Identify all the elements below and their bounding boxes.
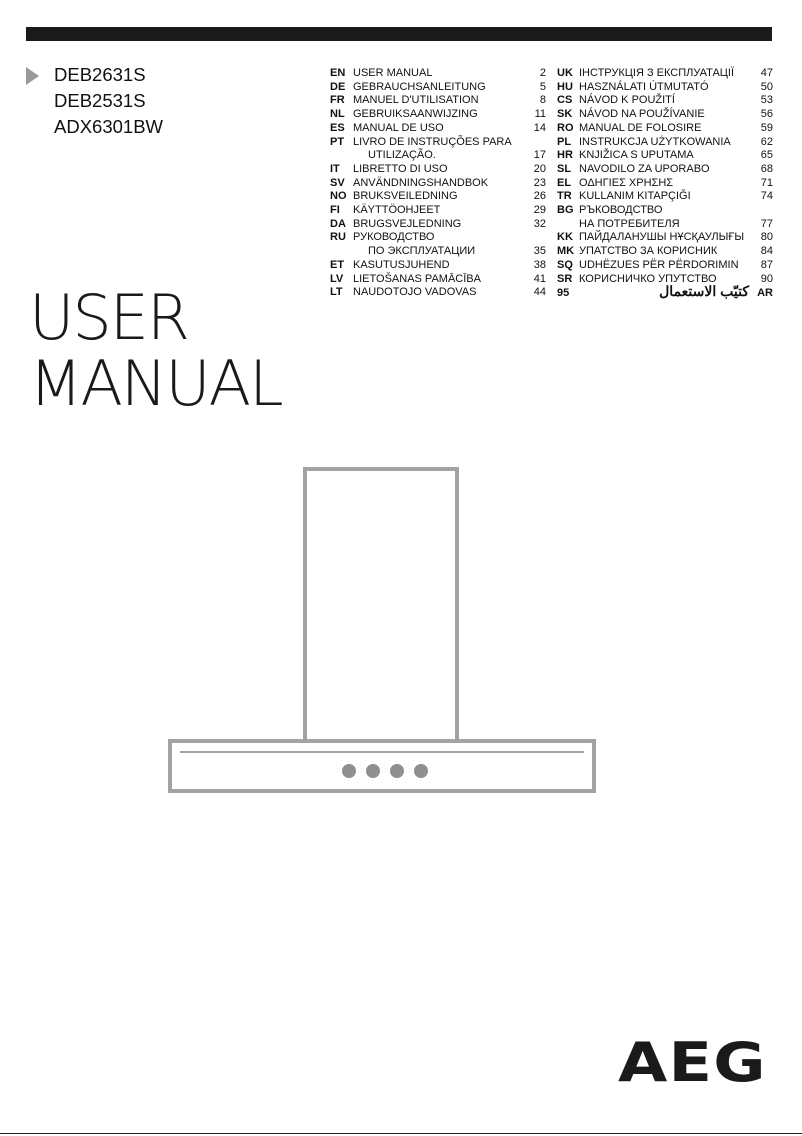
page-number: 50: [760, 80, 773, 93]
page-number: 29: [533, 204, 546, 216]
language-code: HR: [557, 149, 573, 162]
language-code: MK: [557, 245, 575, 258]
manual-title: РЪКОВОДСТВО: [579, 204, 663, 216]
page-number: 87: [760, 258, 773, 271]
manual-title: КОРИСНИЧКО УПУТСТВО: [579, 272, 717, 285]
manual-title: GEBRUIKSAANWIJZING: [353, 108, 478, 121]
page-number: 11: [534, 108, 546, 121]
language-code: CS: [557, 94, 573, 107]
manual-title: UTILIZAÇÃO.: [368, 149, 436, 162]
language-code: AR: [757, 287, 773, 300]
language-code: PT: [330, 135, 345, 148]
manual-title: INSTRUKCJA UŻYTKOWANIA: [579, 135, 731, 148]
page-number: 5: [539, 80, 546, 93]
manual-title: KÄYTTÖOHJEET: [353, 204, 441, 216]
model-name: DEB2531S: [54, 90, 146, 111]
model-name: DEB2631S: [54, 64, 146, 85]
toc-row: [557, 162, 773, 176]
language-code: EL: [557, 176, 572, 189]
language-code: UK: [557, 67, 573, 79]
toc-row: [557, 93, 773, 107]
page-number: 35: [533, 245, 546, 258]
toc-row: [330, 244, 546, 258]
toc-row: [557, 66, 773, 80]
page-number: 62: [760, 135, 773, 148]
toc-row: [557, 189, 773, 203]
language-code: FR: [330, 94, 345, 107]
toc-row: [330, 148, 546, 162]
toc-row: [557, 203, 773, 217]
hood-canopy: [168, 739, 596, 793]
page-number: 95: [557, 287, 570, 300]
page-number: 59: [760, 121, 773, 134]
language-code: FI: [330, 204, 340, 216]
language-code: SL: [557, 162, 572, 175]
manual-title: ПАЙДАЛАНУШЫ НҰСҚАУЛЫҒЫ: [579, 231, 745, 244]
language-code: EN: [330, 67, 346, 79]
language-code: DE: [330, 80, 346, 93]
manual-title: GEBRAUCHSANLEITUNG: [353, 80, 486, 93]
manual-title: NÁVOD K POUŽITÍ: [579, 94, 675, 107]
page-number: 26: [533, 190, 546, 203]
manual-title: РУКОВОДСТВО: [353, 231, 435, 244]
toc-row: [330, 162, 546, 176]
page-number: 77: [760, 217, 773, 230]
page-number: 23: [533, 176, 546, 189]
manual-title: ІНСТРУКЦІЯ З ЕКСПЛУАТАЦІЇ: [579, 67, 735, 79]
language-code: SQ: [557, 258, 573, 271]
toc-row: [330, 107, 546, 121]
manual-title: NÁVOD NA POUŽÍVANIE: [579, 108, 705, 121]
language-code: RO: [557, 121, 574, 134]
manual-title: KNJIŽICA S UPUTAMA: [579, 149, 694, 162]
page-number: 14: [533, 121, 546, 134]
page-number: 41: [533, 272, 546, 285]
manual-title: NAVODILO ZA UPORABO: [579, 162, 710, 175]
manual-title: BRUKSVEILEDNING: [353, 190, 458, 203]
page-number: 2: [539, 67, 546, 79]
canopy-rim: [180, 751, 584, 753]
hood-button: [414, 764, 428, 778]
manual-title: كتيّب الاستعمال: [659, 283, 749, 300]
language-code: RU: [330, 231, 346, 244]
toc-row: [557, 135, 773, 149]
page-number: 68: [760, 162, 773, 175]
page-number: 74: [760, 190, 773, 203]
language-code: NL: [330, 108, 345, 121]
toc-row: [557, 176, 773, 190]
hood-button: [390, 764, 404, 778]
manual-title: KULLANIM KITAPÇIĞI: [579, 190, 691, 203]
language-code: HU: [557, 80, 573, 93]
aeg-logo: AEG: [618, 1031, 767, 1094]
language-code: SK: [557, 108, 573, 121]
page-number: 47: [760, 67, 773, 79]
toc-row: [330, 272, 546, 286]
toc-row: [330, 258, 546, 272]
manual-title: LIBRETTO DI USO: [353, 162, 448, 175]
toc-row: [330, 217, 546, 231]
triangle-marker-icon: [26, 67, 39, 85]
toc-row: [557, 107, 773, 121]
language-code: TR: [557, 190, 572, 203]
page-title-line: USER: [29, 281, 188, 354]
page-number: 38: [533, 258, 546, 271]
manual-title: USER MANUAL: [353, 67, 433, 79]
top-bar: [26, 27, 772, 41]
manual-title: UDHËZUES PËR PËRDORIMIN: [579, 258, 739, 271]
toc-row: [330, 135, 546, 149]
page-number: 20: [533, 162, 546, 175]
manual-title: MANUAL DE FOLOSIRE: [579, 121, 702, 134]
manual-title: KASUTUSJUHEND: [353, 258, 450, 271]
page-number: 84: [760, 245, 773, 258]
toc-row: [330, 121, 546, 135]
page-number: 17: [533, 149, 546, 162]
hood-button: [366, 764, 380, 778]
language-code: KK: [557, 231, 573, 244]
manual-title: MANUAL DE USO: [353, 121, 444, 134]
language-code: LV: [330, 272, 344, 285]
hood-button: [342, 764, 356, 778]
toc-row: [557, 148, 773, 162]
manual-title: ΟΔΗΓΙΕΣ ΧΡΗΣΗΣ: [579, 176, 674, 189]
bottom-rule: [0, 1133, 802, 1134]
toc-row: [330, 285, 546, 299]
manual-title: НА ПОТРЕБИТЕЛЯ: [579, 217, 680, 230]
page-number: 53: [760, 94, 773, 107]
language-code: IT: [330, 162, 340, 175]
toc-row: [557, 80, 773, 94]
toc-row: [557, 230, 773, 244]
toc-row: [557, 258, 773, 272]
manual-title: BRUGSVEJLEDNING: [353, 217, 462, 230]
toc-row: [330, 230, 546, 244]
manual-title: ANVÄNDNINGSHANDBOK: [353, 176, 489, 189]
toc-row: [330, 176, 546, 190]
language-code: ET: [330, 258, 345, 271]
cooker-hood-icon: [303, 467, 459, 745]
toc-row: [557, 244, 773, 258]
toc-row: [557, 121, 773, 135]
toc-row: [330, 189, 546, 203]
toc-row: [330, 203, 546, 217]
toc-row: [330, 66, 546, 80]
manual-title: ПО ЭКСПЛУАТАЦИИ: [368, 245, 476, 258]
language-code: DA: [330, 217, 346, 230]
page-number: 65: [760, 149, 773, 162]
toc-row: [330, 93, 546, 107]
language-code: BG: [557, 204, 574, 216]
manual-title: LIVRO DE INSTRUÇÕES PARA: [353, 135, 512, 148]
manual-title: NAUDOTOJO VADOVAS: [353, 286, 477, 299]
page-number: 80: [760, 231, 773, 244]
toc-row: [330, 80, 546, 94]
page-number: 71: [760, 176, 773, 189]
manual-title: LIETOŠANAS PAMĀCĪBA: [353, 272, 481, 285]
language-code: SR: [557, 272, 573, 285]
toc-row: [557, 283, 773, 300]
language-code: PL: [557, 135, 572, 148]
manual-title: УПАТСТВО ЗА КОРИСНИК: [579, 245, 718, 258]
page-number: 32: [533, 217, 546, 230]
toc-row: [557, 217, 773, 231]
page-number: 56: [760, 108, 773, 121]
page-number: 44: [533, 286, 546, 299]
language-code: LT: [330, 286, 343, 299]
model-name: ADX6301BW: [54, 116, 163, 137]
page-number: 90: [760, 272, 773, 285]
manual-title: HASZNÁLATI ÚTMUTATÓ: [579, 80, 709, 93]
language-code: NO: [330, 190, 347, 203]
page-number: 8: [539, 94, 546, 107]
language-code: ES: [330, 121, 345, 134]
manual-title: MANUEL D'UTILISATION: [353, 94, 479, 107]
language-code: SV: [330, 176, 345, 189]
page-title-line: MANUAL: [29, 347, 282, 420]
